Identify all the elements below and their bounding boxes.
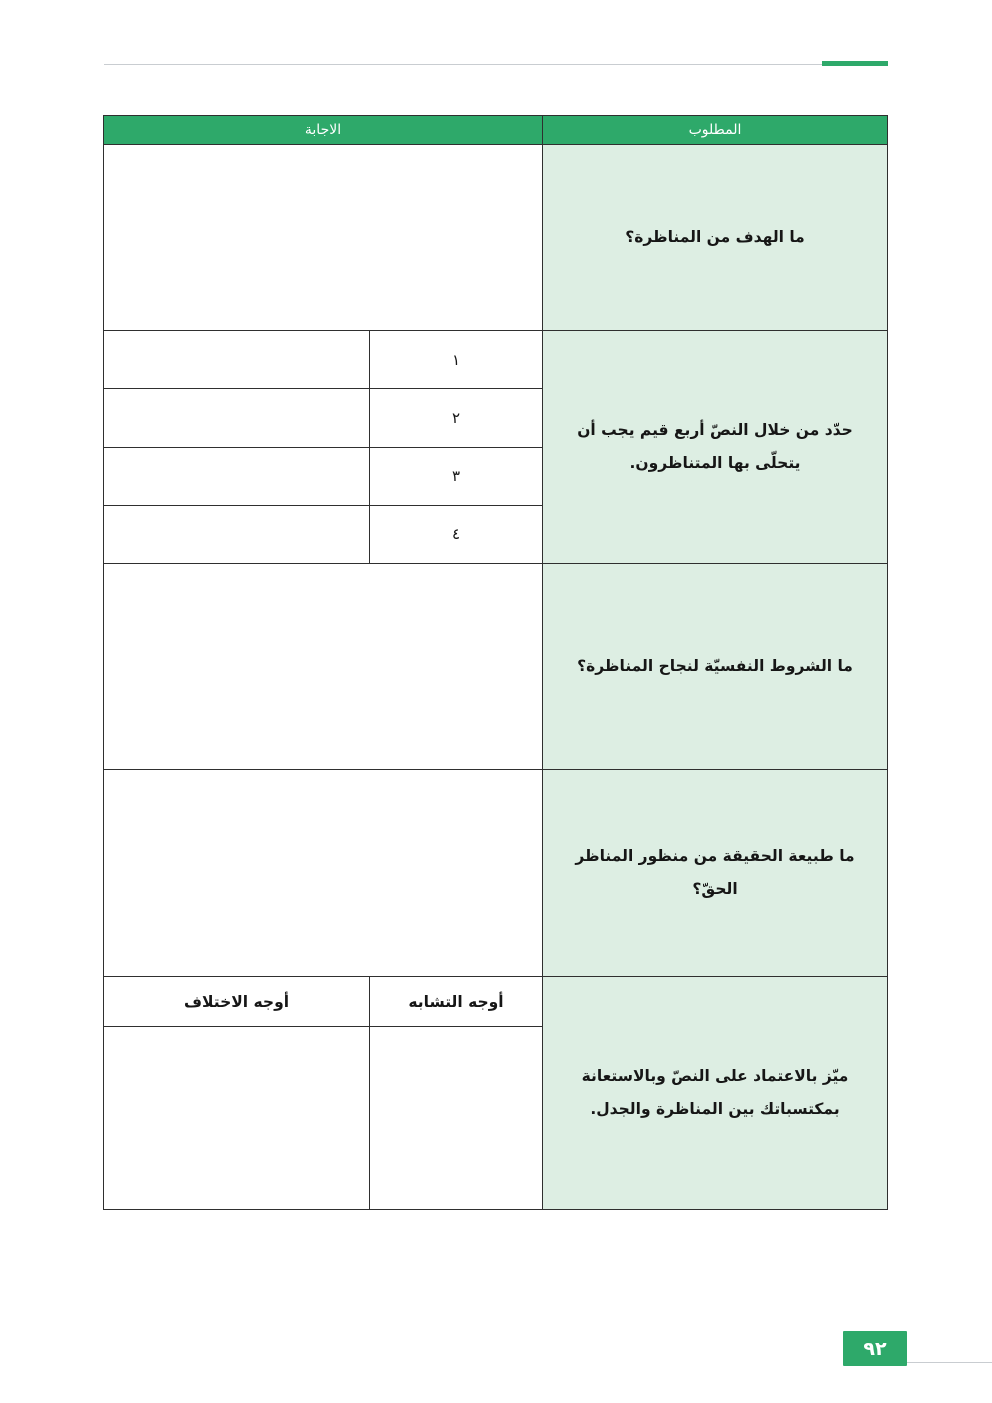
value-line-3 bbox=[104, 447, 542, 505]
prompt-goal: ما الهدف من المناظرة؟ bbox=[542, 145, 887, 330]
prompt-conditions: ما الشروط النفسيّة لنجاح المناظرة؟ bbox=[542, 564, 887, 769]
table-row-comparison bbox=[104, 976, 887, 1209]
differences-answer-cell bbox=[104, 1027, 369, 1209]
similarities-header: أوجه التشابه bbox=[369, 977, 542, 1026]
value-number-4: ٤ bbox=[369, 506, 542, 563]
top-divider-line bbox=[104, 64, 888, 65]
column-header-required: المطلوب bbox=[542, 116, 887, 144]
answer-grid-values bbox=[104, 331, 542, 563]
value-number-3: ٣ bbox=[369, 448, 542, 505]
table-row-truth bbox=[104, 769, 887, 976]
prompt-comparison: ميّز بالاعتماد على النصّ وبالاستعانة بمكتسباتك بين المناظرة والجدل. bbox=[542, 977, 887, 1209]
value-answer-cell-2 bbox=[104, 389, 369, 446]
page-number-badge: ٩٢ bbox=[843, 1331, 907, 1366]
similarities-answer-cell bbox=[369, 1027, 542, 1209]
prompt-truth: ما طبيعة الحقيقة من منظور المناظر الحقّ؟ bbox=[542, 770, 887, 976]
table-row-conditions bbox=[104, 563, 887, 769]
value-answer-cell-1 bbox=[104, 331, 369, 388]
exercise-table bbox=[103, 115, 888, 1210]
top-divider bbox=[104, 59, 888, 66]
value-line-2 bbox=[104, 388, 542, 446]
answer-cell-truth bbox=[104, 770, 542, 976]
comparison-body-row bbox=[104, 1027, 542, 1209]
differences-header: أوجه الاختلاف bbox=[104, 977, 369, 1026]
value-answer-cell-4 bbox=[104, 506, 369, 563]
prompt-values: حدّد من خلال النصّ أربع قيم يجب أن يتحلّى بها المتناظرون. bbox=[542, 331, 887, 563]
table-row-values bbox=[104, 330, 887, 563]
answer-cell-goal bbox=[104, 145, 542, 330]
answer-cell-conditions bbox=[104, 564, 542, 769]
value-number-2: ٢ bbox=[369, 389, 542, 446]
column-header-answer: الاجابة bbox=[104, 116, 542, 144]
value-answer-cell-3 bbox=[104, 448, 369, 505]
value-number-1: ١ bbox=[369, 331, 542, 388]
footer-rule-line bbox=[906, 1362, 992, 1363]
comparison-grid bbox=[104, 977, 542, 1209]
table-header-row bbox=[104, 116, 887, 144]
comparison-header-row bbox=[104, 977, 542, 1027]
value-line-4 bbox=[104, 505, 542, 563]
top-divider-accent-bar bbox=[822, 61, 888, 66]
value-line-1 bbox=[104, 331, 542, 388]
table-row-goal bbox=[104, 144, 887, 330]
